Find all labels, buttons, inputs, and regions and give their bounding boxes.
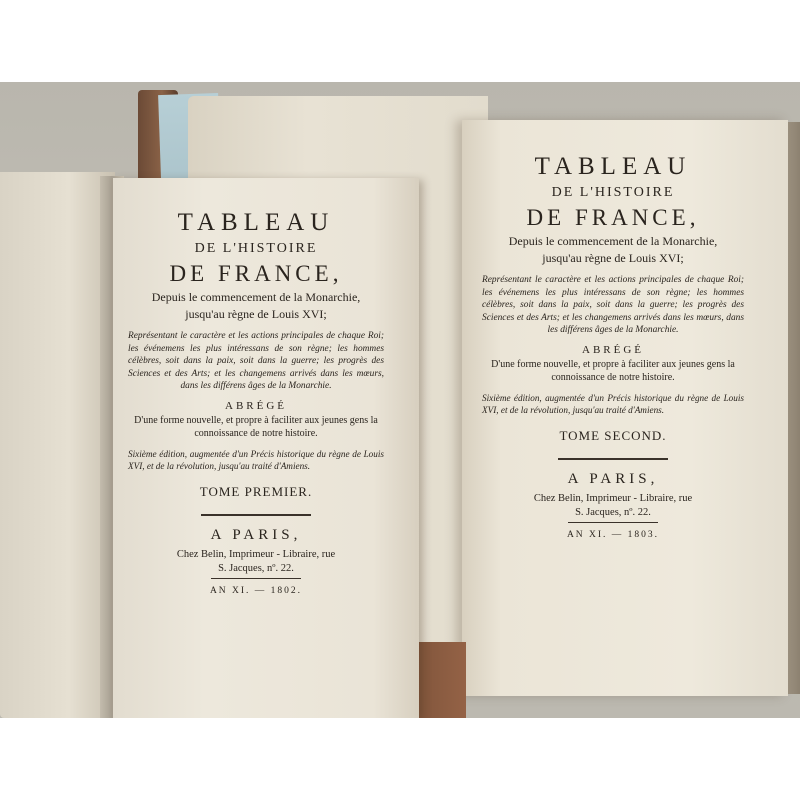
front-book-left-page — [0, 172, 115, 718]
book-description: Représentant le caractère et les actions principales de chaque Roi; les événemens les plus intéressans de son règne; les hommes célèbres, soit dans la paix, soit dans la guerre; les progrès des Sciences et des Arts; et les changemens arrivés dans les mœurs, dans les différens âges de la Monarchie. — [128, 331, 384, 391]
tome-label: TOME PREMIER. — [199, 483, 313, 499]
abrege-text: D'une forme nouvelle, et propre à faciliter aux jeunes gens la connoissance de notre histoire. — [491, 358, 735, 383]
book-title: TABLEAU — [177, 209, 335, 236]
book-scope-line-1: Depuis le commencement de la Monarchie, — [508, 234, 718, 248]
book-subtitle: DE L'HISTOIRE — [551, 185, 675, 200]
edition-note: Sixième édition, augmentée d'un Précis historique du règne de Louis XVI, et de la révolution, jusqu'au traité d'Amiens. — [482, 392, 744, 415]
double-rule — [211, 578, 301, 579]
ornamental-rule — [201, 514, 311, 516]
book-scope-line-1: Depuis le commencement de la Monarchie, — [151, 290, 361, 304]
book-title: TABLEAU — [534, 153, 692, 180]
imprint-city: A PARIS, — [210, 526, 302, 543]
imprint-publisher: Chez Belin, Imprimeur - Libraire, rue — [176, 548, 336, 560]
book-subject: DE FRANCE, — [169, 261, 343, 286]
book-subtitle: DE L'HISTOIRE — [194, 241, 318, 256]
double-rule — [568, 522, 658, 523]
abrege-text: D'une forme nouvelle, et propre à faciliter aux jeunes gens la connoissance de notre histoire. — [134, 414, 378, 439]
ornamental-rule — [558, 458, 668, 460]
imprint-city: A PARIS, — [567, 470, 659, 487]
tome-label: TOME SECOND. — [559, 427, 667, 443]
book-scope-line-2: jusqu'au règne de Louis XVI; — [185, 307, 327, 321]
imprint-publisher: Chez Belin, Imprimeur - Libraire, rue — [533, 492, 693, 504]
imprint-address: S. Jacques, nº. 22. — [218, 562, 294, 574]
book-scope-line-2: jusqu'au règne de Louis XVI; — [542, 251, 684, 265]
imprint-date: AN XI. — 1803. — [566, 529, 660, 540]
imprint-address: S. Jacques, nº. 22. — [575, 506, 651, 518]
edition-note: Sixième édition, augmentée d'un Précis historique du règne de Louis XVI, et de la révolution, jusqu'au traité d'Amiens. — [128, 448, 384, 471]
abrege-heading: ABRÉGÉ — [225, 399, 287, 412]
title-block-tome-second — [482, 152, 744, 541]
imprint-date: AN XI. — 1802. — [209, 585, 303, 596]
abrege-heading: ABRÉGÉ — [582, 343, 644, 356]
title-block-tome-premier — [128, 208, 384, 597]
book-subject: DE FRANCE, — [526, 205, 700, 230]
book-description: Représentant le caractère et les actions principales de chaque Roi; les événemens les plus intéressans de son règne; les hommes célèbres, soit dans la paix, soit dans la guerre; les progrès des Sciences et des Arts; et les changemens arrivés dans les mœurs, dans les différens âges de la Monarchie. — [482, 275, 744, 335]
